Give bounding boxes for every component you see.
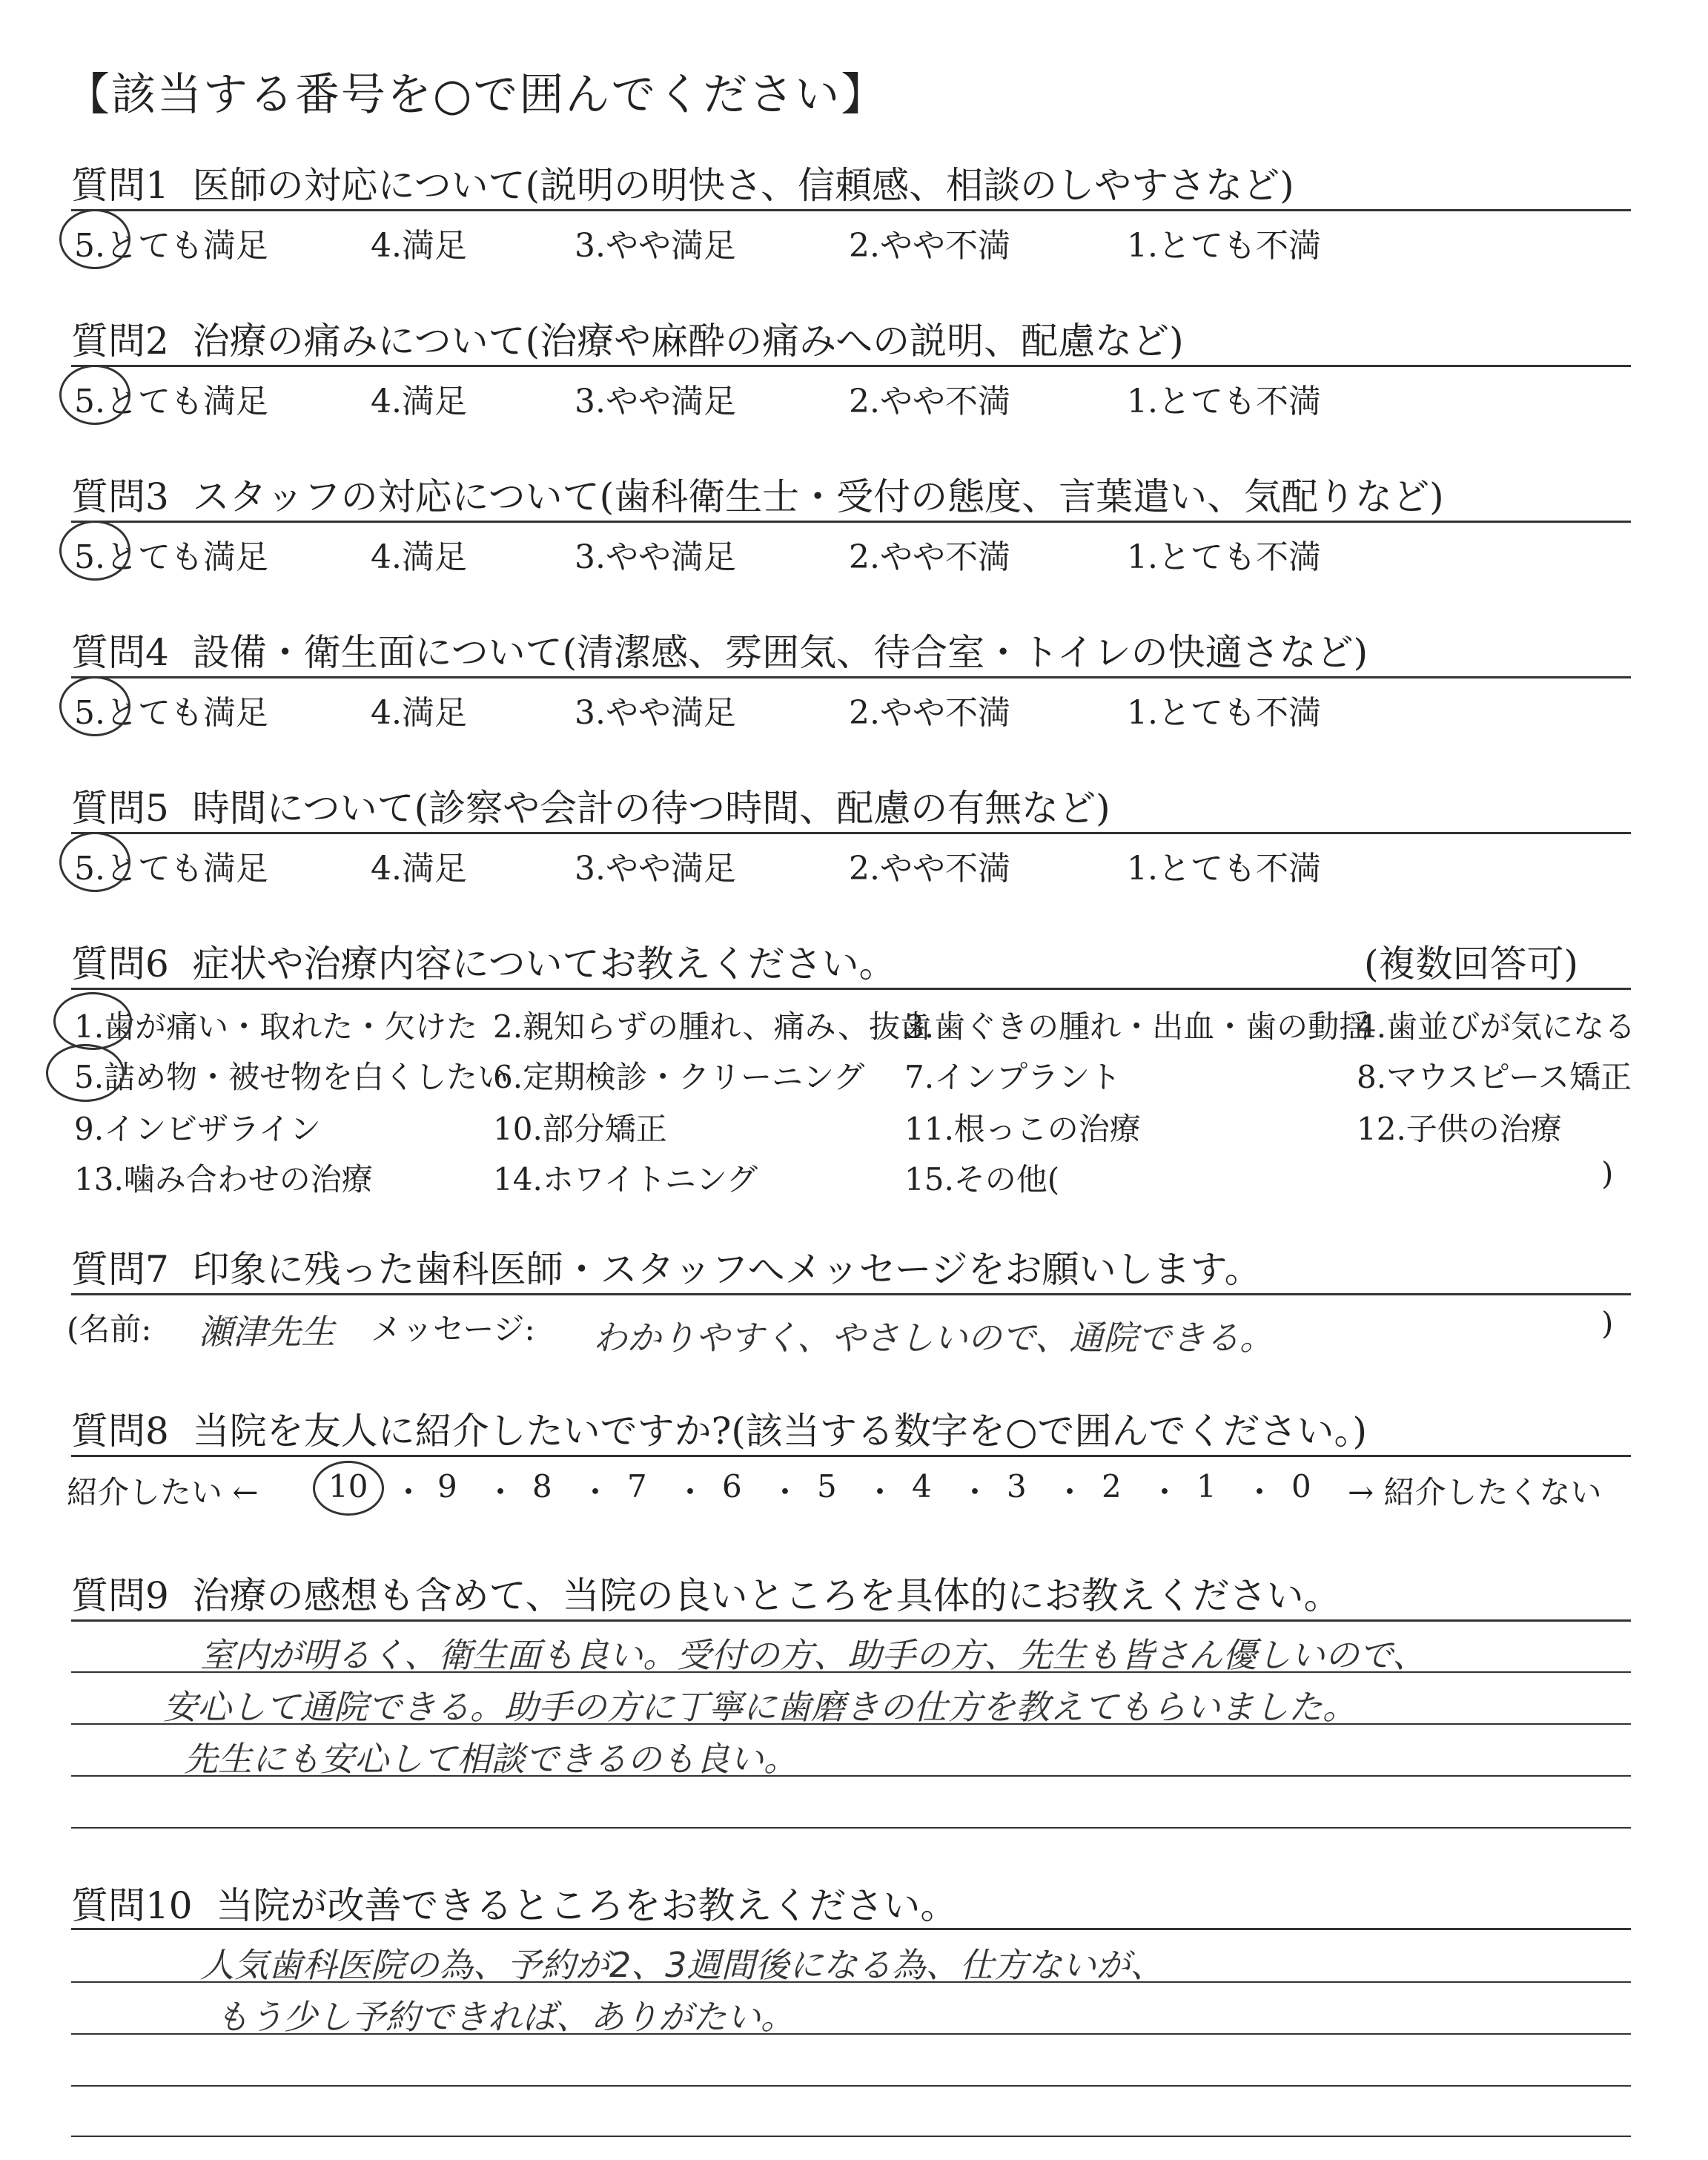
q6-note: (複数回答可) [1364,942,1579,985]
q4-option-1[interactable]: 1.とても不満 [1127,694,1321,732]
q7-message-value[interactable]: わかりやすく、やさしいので、通院できる。 [593,1318,1274,1358]
q8-dot-separator: ・ [769,1474,801,1510]
q3-text: スタッフの対応について(歯科衛生士・受付の態度、言葉遣い、気配りなど) [192,475,1444,518]
q8-score-6[interactable]: 6 [722,1468,742,1505]
q8-dot-separator: ・ [675,1474,706,1510]
q1-text: 医師の対応について(説明の明快さ、信頼感、相談のしやすさなど) [192,164,1294,207]
q10-answer-line-2[interactable]: もう少し予約できれば、ありがたい。 [215,1997,795,2037]
q2-label: 質問2 [71,320,169,363]
q6-selection-circle-1 [53,992,132,1050]
q8-right-label: → 紹介したくない [1348,1474,1602,1510]
q7-rule [71,1293,1631,1295]
q6-item-3[interactable]: 3.歯ぐきの腫れ・出血・歯の動揺 [904,1008,1371,1045]
q3-title [71,467,1444,521]
q9-answer-line-3[interactable]: 先生にも安心して相談できるのも良い。 [184,1739,798,1779]
q2-title [71,311,1184,365]
q3-label: 質問3 [71,475,169,518]
q8-score-8[interactable]: 8 [532,1468,552,1505]
q10-text: 当院が改善できるところをお教えください。 [216,1884,958,1927]
q8-score-0[interactable]: 0 [1291,1468,1311,1505]
q8-text: 当院を友人に紹介したいですか?(該当する数字を○で囲んでください。) [192,1410,1368,1453]
q8-score-2[interactable]: 2 [1102,1468,1122,1505]
q9-rule [71,1619,1631,1622]
q6-item-15-close: ) [1601,1155,1614,1192]
q6-text: 症状や治療内容についてお教えください。 [192,942,896,985]
q8-dot-separator: ・ [393,1474,425,1510]
q2-selection-circle [59,365,130,425]
q2-rule [71,365,1631,367]
q5-option-5[interactable]: 5.とても満足 [74,850,268,888]
q1-option-4[interactable]: 4.満足 [371,227,467,265]
q1-title [71,156,1294,209]
q10-answer-rule [71,1981,1631,1983]
q3-option-2[interactable]: 2.やや不満 [849,538,1010,576]
q6-item-10[interactable]: 10.部分矯正 [493,1111,667,1147]
q9-answer-line-2[interactable]: 安心して通院できる。助手の方に丁寧に歯磨きの仕方を教えてもらいました。 [163,1687,1357,1727]
q5-label: 質問5 [71,787,169,830]
q9-title [71,1566,1341,1619]
q8-score-10[interactable]: 10 [328,1468,368,1505]
q8-rule [71,1455,1631,1457]
q8-title [71,1401,1367,1455]
q7-text: 印象に残った歯科医師・スタッフへメッセージをお願いします。 [192,1248,1262,1291]
q10-title [71,1876,957,1929]
q1-label: 質問1 [71,164,169,207]
q3-option-5[interactable]: 5.とても満足 [74,538,268,576]
q8-dot-separator: ・ [864,1474,896,1510]
q8-label: 質問8 [71,1410,169,1453]
q10-label: 質問10 [71,1884,193,1927]
q10-answer-line-1[interactable]: 人気歯科医院の為、予約が2、3週間後になる為、仕方ないが、 [200,1945,1165,1985]
q5-option-1[interactable]: 1.とても不満 [1127,850,1321,888]
q2-option-3[interactable]: 3.やや満足 [575,383,736,420]
form-header: 【該当する番号を○で囲んでください】 [65,69,887,121]
q4-option-5[interactable]: 5.とても満足 [74,694,268,732]
q8-score-4[interactable]: 4 [912,1468,932,1505]
q4-text: 設備・衛生面について(清潔感、雰囲気、待合室・トイレの快適さなど) [192,631,1368,674]
q3-option-3[interactable]: 3.やや満足 [575,538,736,576]
q6-selection-circle-5 [46,1044,125,1102]
q8-left-label: 紹介したい ← [67,1474,259,1510]
q5-option-3[interactable]: 3.やや満足 [575,850,736,888]
q8-dot-separator: ・ [959,1474,991,1510]
q7-title [71,1240,1262,1293]
q7-message-label: メッセージ: [371,1311,535,1347]
q6-rule [71,988,1631,990]
q6-item-12[interactable]: 12.子供の治療 [1357,1111,1562,1147]
q2-option-4[interactable]: 4.満足 [371,383,467,420]
q1-selection-circle [59,209,130,269]
q9-answer-rule [71,1671,1631,1673]
q7-close-paren: ) [1601,1305,1614,1341]
q5-rule [71,832,1631,834]
q6-title [71,934,896,988]
q9-text: 治療の感想も含めて、当院の良いところを具体的にお教えください。 [192,1574,1341,1617]
q4-option-4[interactable]: 4.満足 [371,694,467,732]
q6-item-2[interactable]: 2.親知らずの腫れ、痛み、抜歯 [493,1008,932,1045]
q4-label: 質問4 [71,631,169,674]
q6-item-14[interactable]: 14.ホワイトニング [493,1161,758,1198]
q8-dot-separator: ・ [580,1474,612,1510]
q6-label: 質問6 [71,942,169,985]
q8-dot-separator: ・ [485,1474,517,1510]
q8-score-5[interactable]: 5 [817,1468,837,1505]
q3-selection-circle [59,521,130,581]
q3-option-1[interactable]: 1.とても不満 [1127,538,1321,576]
q8-dot-separator: ・ [1149,1474,1181,1510]
q7-label: 質問7 [71,1248,169,1291]
q6-item-13[interactable]: 13.噛み合わせの治療 [74,1161,373,1198]
q10-answer-rule [71,2033,1631,2035]
q8-score-3[interactable]: 3 [1007,1468,1027,1505]
q2-option-2[interactable]: 2.やや不満 [849,383,1010,420]
q5-selection-circle [59,832,130,892]
q2-option-1[interactable]: 1.とても不満 [1127,383,1321,420]
q5-title [71,779,1110,832]
q6-item-5[interactable]: 5.詰め物・被せ物を白くしたい [74,1059,509,1095]
q1-option-3[interactable]: 3.やや満足 [575,227,736,265]
q3-rule [71,521,1631,523]
q9-answer-rule [71,1775,1631,1777]
q5-option-2[interactable]: 2.やや不満 [849,850,1010,888]
q4-rule [71,676,1631,678]
q6-item-15[interactable]: 15.その他( [904,1161,1060,1198]
q6-item-1[interactable]: 1.歯が痛い・取れた・欠けた [74,1008,478,1045]
q8-dot-separator: ・ [1054,1474,1086,1510]
q2-option-5[interactable]: 5.とても満足 [74,383,268,420]
q1-option-1[interactable]: 1.とても不満 [1127,227,1321,265]
q1-rule [71,209,1631,211]
q4-option-2[interactable]: 2.やや不満 [849,694,1010,732]
q9-label: 質問9 [71,1574,169,1617]
q6-item-9[interactable]: 9.インビザライン [74,1111,321,1147]
q9-answer-rule [71,1827,1631,1829]
q9-answer-rule [71,1723,1631,1725]
q7-name-value[interactable]: 瀬津先生 [199,1312,335,1352]
q5-option-4[interactable]: 4.満足 [371,850,467,888]
q2-text: 治療の痛みについて(治療や麻酔の痛みへの説明、配慮など) [192,320,1184,363]
q6-item-4[interactable]: 4.歯並びが気になる [1357,1008,1636,1045]
q8-dot-separator: ・ [1244,1474,1276,1510]
q9-answer-line-1[interactable]: 室内が明るく、衛生面も良い。受付の方、助手の方、先生も皆さん優しいので、 [200,1635,1427,1675]
q10-answer-rule [71,2085,1631,2087]
q3-option-4[interactable]: 4.満足 [371,538,467,576]
q6-item-11[interactable]: 11.根っこの治療 [904,1111,1141,1147]
q1-option-2[interactable]: 2.やや不満 [849,227,1010,265]
q5-text: 時間について(診察や会計の待つ時間、配慮の有無など) [192,787,1110,830]
q8-score-9[interactable]: 9 [437,1468,457,1505]
q7-name-label: (名前: [67,1311,152,1347]
q10-answer-rule [71,2136,1631,2137]
q10-rule [71,1928,1631,1930]
q4-option-3[interactable]: 3.やや満足 [575,694,736,732]
q8-score-7[interactable]: 7 [627,1468,647,1505]
q6-item-7[interactable]: 7.インプラント [904,1059,1122,1095]
q4-selection-circle [59,676,130,736]
q4-title [71,623,1368,676]
q6-item-6[interactable]: 6.定期検診・クリーニング [493,1059,865,1095]
q8-score-1[interactable]: 1 [1196,1468,1217,1505]
q8-selection-circle [313,1461,384,1516]
q1-option-5[interactable]: 5.とても満足 [74,227,268,265]
q6-item-8[interactable]: 8.マウスピース矯正 [1357,1059,1632,1095]
